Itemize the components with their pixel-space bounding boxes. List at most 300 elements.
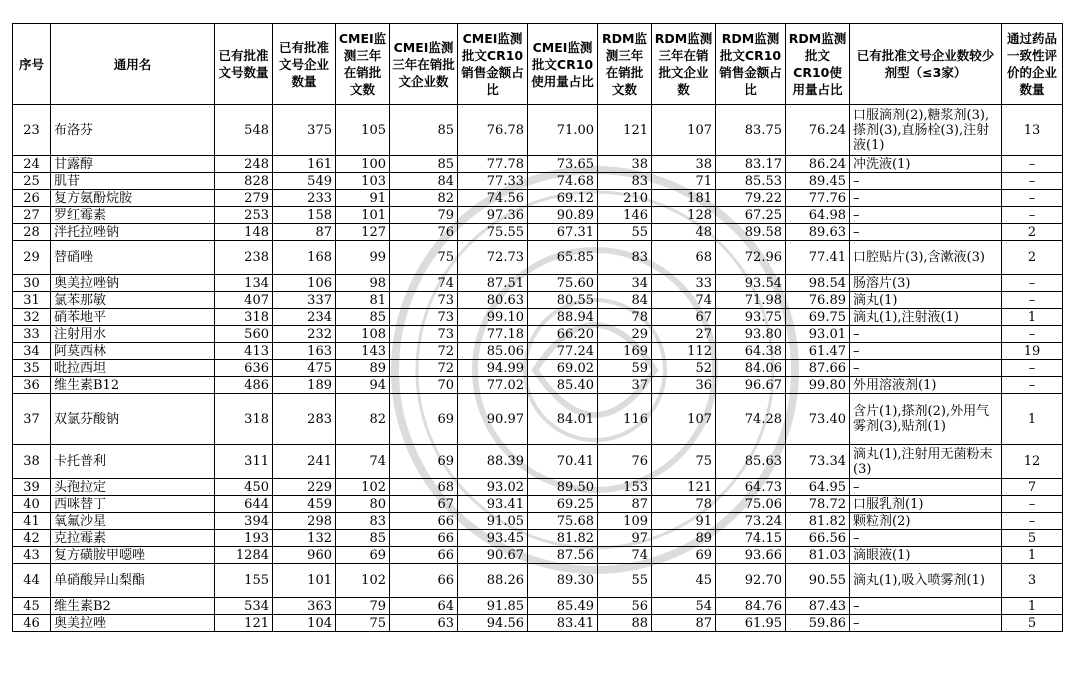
cell-seq: 39 [13, 479, 51, 496]
table-row [13, 445, 1063, 479]
cell-rdm-companies: 71 [652, 173, 716, 190]
header-few-forms: 已有批准文号企业数较少剂型（≤3家） [850, 24, 1002, 105]
header-cmei-companies: CMEI监测三年在销批文企业数 [390, 24, 458, 105]
drug-statistics-table [12, 23, 1063, 632]
cell-name: 奥美拉唑 [51, 615, 215, 632]
cell-approvals: 548 [215, 105, 273, 156]
cell-cmei-products: 85 [336, 309, 390, 326]
cell-approvals: 318 [215, 309, 273, 326]
cell-cmei-sales-share: 90.67 [458, 547, 528, 564]
cell-rdm-products: 37 [598, 377, 652, 394]
cell-rdm-usage-share: 93.01 [786, 326, 850, 343]
cell-name: 卡托普利 [51, 445, 215, 479]
cell-rdm-usage-share: 66.56 [786, 530, 850, 547]
table-row [13, 394, 1063, 445]
cell-rdm-companies: 27 [652, 326, 716, 343]
table-row [13, 513, 1063, 530]
cell-cmei-sales-share: 93.45 [458, 530, 528, 547]
cell-cmei-sales-share: 88.26 [458, 564, 528, 598]
cell-consistency: 1 [1002, 394, 1063, 445]
header-companies: 已有批准文号企业数量 [273, 24, 336, 105]
cell-rdm-sales-share: 93.66 [716, 547, 786, 564]
cell-companies: 233 [273, 190, 336, 207]
cell-rdm-companies: 38 [652, 156, 716, 173]
cell-cmei-products: 89 [336, 360, 390, 377]
cell-cmei-usage-share: 87.56 [528, 547, 598, 564]
cell-rdm-companies: 45 [652, 564, 716, 598]
cell-few-forms: – [850, 326, 1002, 343]
cell-rdm-products: 97 [598, 530, 652, 547]
cell-rdm-companies: 107 [652, 105, 716, 156]
cell-consistency: 1 [1002, 309, 1063, 326]
cell-seq: 41 [13, 513, 51, 530]
cell-rdm-companies: 75 [652, 445, 716, 479]
cell-companies: 459 [273, 496, 336, 513]
cell-cmei-companies: 75 [390, 241, 458, 275]
cell-cmei-companies: 69 [390, 394, 458, 445]
cell-cmei-usage-share: 70.41 [528, 445, 598, 479]
table-row [13, 530, 1063, 547]
table-row [13, 190, 1063, 207]
cell-rdm-usage-share: 76.24 [786, 105, 850, 156]
cell-cmei-usage-share: 69.25 [528, 496, 598, 513]
cell-cmei-companies: 76 [390, 224, 458, 241]
cell-rdm-sales-share: 85.53 [716, 173, 786, 190]
cell-rdm-products: 83 [598, 173, 652, 190]
cell-rdm-products: 74 [598, 547, 652, 564]
cell-rdm-products: 116 [598, 394, 652, 445]
cell-rdm-sales-share: 89.58 [716, 224, 786, 241]
cell-few-forms: 外用溶液剂(1) [850, 377, 1002, 394]
cell-cmei-companies: 72 [390, 360, 458, 377]
cell-rdm-usage-share: 61.47 [786, 343, 850, 360]
cell-rdm-products: 169 [598, 343, 652, 360]
cell-name: 阿莫西林 [51, 343, 215, 360]
header-seq: 序号 [13, 24, 51, 105]
cell-consistency: – [1002, 173, 1063, 190]
cell-rdm-usage-share: 77.41 [786, 241, 850, 275]
cell-name: 注射用水 [51, 326, 215, 343]
table-row [13, 598, 1063, 615]
cell-cmei-companies: 69 [390, 445, 458, 479]
cell-cmei-companies: 79 [390, 207, 458, 224]
cell-cmei-sales-share: 87.51 [458, 275, 528, 292]
cell-rdm-sales-share: 74.15 [716, 530, 786, 547]
cell-cmei-usage-share: 89.50 [528, 479, 598, 496]
cell-few-forms: 口服滴剂(2),糖浆剂(3),搽剂(3),直肠栓(3),注射液(1) [850, 105, 1002, 156]
cell-consistency: 2 [1002, 241, 1063, 275]
cell-approvals: 486 [215, 377, 273, 394]
table-row [13, 360, 1063, 377]
cell-few-forms: 肠溶片(3) [850, 275, 1002, 292]
table-row [13, 309, 1063, 326]
cell-cmei-products: 69 [336, 547, 390, 564]
cell-few-forms: 滴丸(1),注射用无菌粉末(3) [850, 445, 1002, 479]
cell-cmei-products: 99 [336, 241, 390, 275]
header-cmei-sales-share: CMEI监测批文CR10销售金额占比 [458, 24, 528, 105]
cell-companies: 87 [273, 224, 336, 241]
cell-rdm-usage-share: 89.63 [786, 224, 850, 241]
cell-seq: 34 [13, 343, 51, 360]
cell-cmei-sales-share: 85.06 [458, 343, 528, 360]
cell-name: 奥美拉唑钠 [51, 275, 215, 292]
cell-consistency: – [1002, 190, 1063, 207]
cell-rdm-usage-share: 59.86 [786, 615, 850, 632]
cell-rdm-companies: 121 [652, 479, 716, 496]
cell-cmei-products: 75 [336, 615, 390, 632]
cell-rdm-usage-share: 77.76 [786, 190, 850, 207]
cell-rdm-products: 29 [598, 326, 652, 343]
cell-few-forms: – [850, 615, 1002, 632]
cell-consistency: – [1002, 292, 1063, 309]
cell-seq: 25 [13, 173, 51, 190]
cell-consistency: – [1002, 377, 1063, 394]
cell-rdm-usage-share: 64.95 [786, 479, 850, 496]
cell-seq: 30 [13, 275, 51, 292]
cell-rdm-companies: 36 [652, 377, 716, 394]
cell-cmei-companies: 85 [390, 156, 458, 173]
cell-consistency: – [1002, 360, 1063, 377]
cell-cmei-products: 101 [336, 207, 390, 224]
cell-seq: 42 [13, 530, 51, 547]
cell-cmei-sales-share: 91.05 [458, 513, 528, 530]
cell-cmei-products: 94 [336, 377, 390, 394]
cell-cmei-companies: 72 [390, 343, 458, 360]
cell-cmei-products: 103 [336, 173, 390, 190]
header-rdm-companies: RDM监测三年在销批文企业数 [652, 24, 716, 105]
cell-companies: 104 [273, 615, 336, 632]
cell-seq: 31 [13, 292, 51, 309]
cell-approvals: 560 [215, 326, 273, 343]
cell-consistency: 1 [1002, 547, 1063, 564]
cell-companies: 106 [273, 275, 336, 292]
cell-consistency: – [1002, 326, 1063, 343]
cell-cmei-usage-share: 85.49 [528, 598, 598, 615]
cell-name: 氧氟沙星 [51, 513, 215, 530]
cell-seq: 26 [13, 190, 51, 207]
cell-cmei-usage-share: 66.20 [528, 326, 598, 343]
cell-few-forms: – [850, 207, 1002, 224]
cell-rdm-products: 109 [598, 513, 652, 530]
cell-cmei-companies: 68 [390, 479, 458, 496]
cell-rdm-products: 38 [598, 156, 652, 173]
header-rdm-sales-share: RDM监测批文CR10销售金额占比 [716, 24, 786, 105]
cell-name: 维生素B12 [51, 377, 215, 394]
cell-cmei-companies: 84 [390, 173, 458, 190]
cell-consistency: – [1002, 156, 1063, 173]
cell-cmei-sales-share: 77.18 [458, 326, 528, 343]
cell-rdm-products: 83 [598, 241, 652, 275]
cell-cmei-usage-share: 85.40 [528, 377, 598, 394]
cell-few-forms: 滴丸(1) [850, 292, 1002, 309]
cell-companies: 163 [273, 343, 336, 360]
cell-cmei-usage-share: 65.85 [528, 241, 598, 275]
table-row [13, 547, 1063, 564]
header-cmei-products: CMEI监测三年在销批文数 [336, 24, 390, 105]
table-row [13, 241, 1063, 275]
cell-rdm-usage-share: 73.34 [786, 445, 850, 479]
cell-seq: 27 [13, 207, 51, 224]
cell-name: 甘露醇 [51, 156, 215, 173]
table-header-row [13, 24, 1063, 105]
cell-rdm-usage-share: 78.72 [786, 496, 850, 513]
cell-cmei-products: 81 [336, 292, 390, 309]
cell-cmei-usage-share: 88.94 [528, 309, 598, 326]
table-row [13, 105, 1063, 156]
cell-rdm-sales-share: 93.54 [716, 275, 786, 292]
cell-rdm-products: 84 [598, 292, 652, 309]
cell-rdm-sales-share: 73.24 [716, 513, 786, 530]
cell-cmei-companies: 70 [390, 377, 458, 394]
cell-rdm-products: 59 [598, 360, 652, 377]
table-row [13, 156, 1063, 173]
cell-cmei-sales-share: 93.02 [458, 479, 528, 496]
cell-rdm-sales-share: 96.67 [716, 377, 786, 394]
cell-approvals: 134 [215, 275, 273, 292]
cell-rdm-companies: 52 [652, 360, 716, 377]
cell-cmei-companies: 73 [390, 326, 458, 343]
cell-companies: 241 [273, 445, 336, 479]
cell-cmei-sales-share: 74.56 [458, 190, 528, 207]
cell-consistency: 19 [1002, 343, 1063, 360]
cell-cmei-companies: 64 [390, 598, 458, 615]
cell-seq: 28 [13, 224, 51, 241]
cell-rdm-companies: 87 [652, 615, 716, 632]
header-approvals: 已有批准文号数量 [215, 24, 273, 105]
cell-approvals: 644 [215, 496, 273, 513]
cell-rdm-companies: 74 [652, 292, 716, 309]
cell-cmei-usage-share: 90.89 [528, 207, 598, 224]
cell-cmei-products: 127 [336, 224, 390, 241]
cell-cmei-sales-share: 77.78 [458, 156, 528, 173]
cell-seq: 44 [13, 564, 51, 598]
table-row [13, 173, 1063, 190]
cell-few-forms: 滴眼液(1) [850, 547, 1002, 564]
cell-rdm-products: 146 [598, 207, 652, 224]
cell-companies: 229 [273, 479, 336, 496]
cell-rdm-usage-share: 90.55 [786, 564, 850, 598]
header-rdm-products: RDM监测三年在销批文数 [598, 24, 652, 105]
cell-cmei-companies: 67 [390, 496, 458, 513]
cell-rdm-products: 88 [598, 615, 652, 632]
cell-name: 维生素B2 [51, 598, 215, 615]
cell-rdm-companies: 78 [652, 496, 716, 513]
cell-consistency: 2 [1002, 224, 1063, 241]
cell-cmei-sales-share: 94.99 [458, 360, 528, 377]
cell-cmei-usage-share: 75.60 [528, 275, 598, 292]
cell-few-forms: – [850, 479, 1002, 496]
cell-rdm-usage-share: 89.45 [786, 173, 850, 190]
cell-few-forms: 滴丸(1),注射液(1) [850, 309, 1002, 326]
cell-cmei-usage-share: 69.12 [528, 190, 598, 207]
cell-rdm-sales-share: 67.25 [716, 207, 786, 224]
cell-few-forms: – [850, 173, 1002, 190]
cell-rdm-sales-share: 84.76 [716, 598, 786, 615]
cell-cmei-usage-share: 67.31 [528, 224, 598, 241]
header-rdm-usage-share: RDM监测批文CR10使用量占比 [786, 24, 850, 105]
cell-cmei-products: 74 [336, 445, 390, 479]
cell-seq: 29 [13, 241, 51, 275]
cell-rdm-products: 56 [598, 598, 652, 615]
cell-approvals: 238 [215, 241, 273, 275]
cell-consistency: 5 [1002, 615, 1063, 632]
cell-rdm-companies: 67 [652, 309, 716, 326]
cell-rdm-usage-share: 98.54 [786, 275, 850, 292]
cell-cmei-usage-share: 74.68 [528, 173, 598, 190]
cell-rdm-products: 76 [598, 445, 652, 479]
cell-rdm-usage-share: 87.66 [786, 360, 850, 377]
cell-cmei-products: 143 [336, 343, 390, 360]
cell-few-forms: – [850, 530, 1002, 547]
cell-consistency: 12 [1002, 445, 1063, 479]
cell-approvals: 534 [215, 598, 273, 615]
cell-cmei-companies: 73 [390, 292, 458, 309]
cell-name: 双氯芬酸钠 [51, 394, 215, 445]
cell-seq: 45 [13, 598, 51, 615]
cell-companies: 101 [273, 564, 336, 598]
cell-consistency: 1 [1002, 598, 1063, 615]
cell-cmei-companies: 63 [390, 615, 458, 632]
cell-cmei-companies: 73 [390, 309, 458, 326]
cell-rdm-sales-share: 75.06 [716, 496, 786, 513]
cell-seq: 36 [13, 377, 51, 394]
cell-cmei-products: 91 [336, 190, 390, 207]
cell-rdm-products: 153 [598, 479, 652, 496]
cell-approvals: 1284 [215, 547, 273, 564]
cell-approvals: 253 [215, 207, 273, 224]
cell-companies: 232 [273, 326, 336, 343]
cell-cmei-products: 79 [336, 598, 390, 615]
cell-name: 氯苯那敏 [51, 292, 215, 309]
cell-rdm-products: 87 [598, 496, 652, 513]
cell-consistency: 13 [1002, 105, 1063, 156]
cell-name: 替硝唑 [51, 241, 215, 275]
cell-few-forms: 冲洗液(1) [850, 156, 1002, 173]
cell-name: 罗红霉素 [51, 207, 215, 224]
cell-companies: 161 [273, 156, 336, 173]
cell-companies: 960 [273, 547, 336, 564]
cell-cmei-sales-share: 91.85 [458, 598, 528, 615]
cell-rdm-sales-share: 71.98 [716, 292, 786, 309]
cell-cmei-products: 83 [336, 513, 390, 530]
cell-cmei-products: 102 [336, 479, 390, 496]
table-row [13, 479, 1063, 496]
cell-name: 单硝酸异山梨酯 [51, 564, 215, 598]
cell-name: 复方氨酚烷胺 [51, 190, 215, 207]
header-consistency: 通过药品一致性评价的企业数量 [1002, 24, 1063, 105]
cell-cmei-usage-share: 73.65 [528, 156, 598, 173]
cell-companies: 189 [273, 377, 336, 394]
cell-rdm-companies: 107 [652, 394, 716, 445]
cell-cmei-usage-share: 80.55 [528, 292, 598, 309]
cell-companies: 475 [273, 360, 336, 377]
cell-rdm-usage-share: 81.82 [786, 513, 850, 530]
cell-cmei-usage-share: 75.68 [528, 513, 598, 530]
cell-rdm-companies: 69 [652, 547, 716, 564]
cell-rdm-companies: 128 [652, 207, 716, 224]
cell-cmei-products: 102 [336, 564, 390, 598]
cell-name: 布洛芬 [51, 105, 215, 156]
cell-cmei-sales-share: 94.56 [458, 615, 528, 632]
cell-rdm-sales-share: 74.28 [716, 394, 786, 445]
cell-approvals: 394 [215, 513, 273, 530]
cell-companies: 549 [273, 173, 336, 190]
cell-cmei-products: 108 [336, 326, 390, 343]
cell-seq: 33 [13, 326, 51, 343]
cell-companies: 283 [273, 394, 336, 445]
cell-cmei-companies: 82 [390, 190, 458, 207]
cell-rdm-companies: 91 [652, 513, 716, 530]
cell-cmei-sales-share: 77.33 [458, 173, 528, 190]
cell-rdm-companies: 181 [652, 190, 716, 207]
cell-companies: 132 [273, 530, 336, 547]
cell-approvals: 311 [215, 445, 273, 479]
cell-few-forms: 口服乳剂(1) [850, 496, 1002, 513]
cell-cmei-sales-share: 72.73 [458, 241, 528, 275]
cell-few-forms: – [850, 224, 1002, 241]
cell-cmei-products: 82 [336, 394, 390, 445]
cell-cmei-products: 100 [336, 156, 390, 173]
header-name: 通用名 [51, 24, 215, 105]
cell-cmei-sales-share: 97.36 [458, 207, 528, 224]
cell-few-forms: – [850, 343, 1002, 360]
cell-cmei-usage-share: 77.24 [528, 343, 598, 360]
table-row [13, 615, 1063, 632]
cell-rdm-sales-share: 79.22 [716, 190, 786, 207]
cell-cmei-companies: 66 [390, 564, 458, 598]
cell-approvals: 318 [215, 394, 273, 445]
cell-cmei-usage-share: 89.30 [528, 564, 598, 598]
cell-seq: 23 [13, 105, 51, 156]
cell-rdm-usage-share: 73.40 [786, 394, 850, 445]
cell-rdm-sales-share: 84.06 [716, 360, 786, 377]
cell-few-forms: 口腔贴片(3),含漱液(3) [850, 241, 1002, 275]
cell-cmei-products: 105 [336, 105, 390, 156]
cell-cmei-sales-share: 88.39 [458, 445, 528, 479]
cell-few-forms: – [850, 598, 1002, 615]
cell-few-forms: 滴丸(1),吸入喷雾剂(1) [850, 564, 1002, 598]
cell-name: 头孢拉定 [51, 479, 215, 496]
cell-name: 吡拉西坦 [51, 360, 215, 377]
cell-few-forms: – [850, 190, 1002, 207]
cell-companies: 298 [273, 513, 336, 530]
cell-seq: 46 [13, 615, 51, 632]
cell-cmei-usage-share: 83.41 [528, 615, 598, 632]
cell-few-forms: – [850, 360, 1002, 377]
cell-approvals: 636 [215, 360, 273, 377]
table-row [13, 275, 1063, 292]
cell-consistency: – [1002, 207, 1063, 224]
cell-cmei-companies: 66 [390, 513, 458, 530]
cell-cmei-companies: 66 [390, 530, 458, 547]
cell-rdm-companies: 48 [652, 224, 716, 241]
cell-cmei-products: 85 [336, 530, 390, 547]
cell-companies: 158 [273, 207, 336, 224]
cell-companies: 363 [273, 598, 336, 615]
cell-cmei-sales-share: 76.78 [458, 105, 528, 156]
cell-name: 泮托拉唑钠 [51, 224, 215, 241]
cell-name: 硝苯地平 [51, 309, 215, 326]
cell-rdm-usage-share: 86.24 [786, 156, 850, 173]
cell-approvals: 148 [215, 224, 273, 241]
cell-seq: 35 [13, 360, 51, 377]
table-row [13, 496, 1063, 513]
cell-rdm-companies: 33 [652, 275, 716, 292]
cell-cmei-sales-share: 75.55 [458, 224, 528, 241]
cell-cmei-products: 80 [336, 496, 390, 513]
cell-rdm-sales-share: 61.95 [716, 615, 786, 632]
cell-consistency: – [1002, 275, 1063, 292]
